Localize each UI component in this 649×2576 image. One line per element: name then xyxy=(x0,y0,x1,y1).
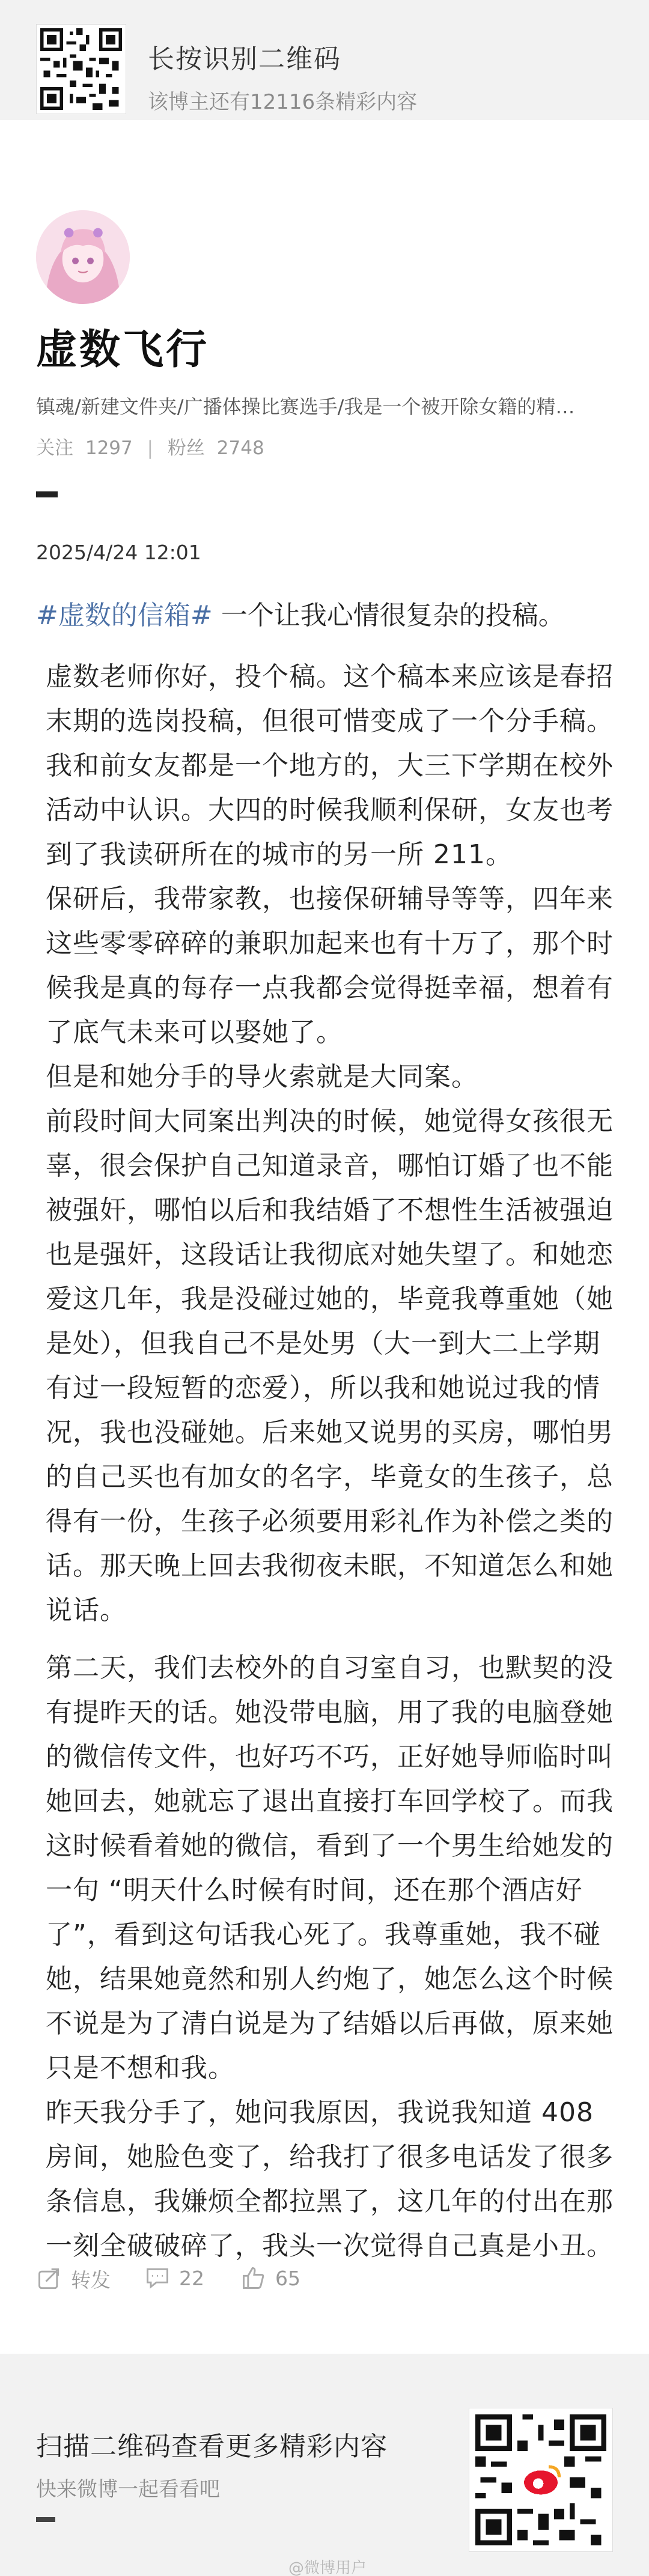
thumbs-up-icon xyxy=(240,2265,267,2291)
following-count: 1297 xyxy=(85,437,133,459)
paragraph: 保研后，我带家教，也接保研辅导等等，四年来这些零零碎碎的兼职加起来也有十万了，那个时候我是真的每存一点我都会觉得挺幸福，想着有了底气未来可以娶她了。 xyxy=(46,884,614,1048)
followers-count: 2748 xyxy=(216,437,264,459)
repost-button[interactable] xyxy=(36,2265,111,2293)
bottom-subtitle: 快来微博一起看看吧 xyxy=(36,2477,220,2502)
stats-divider: | xyxy=(147,437,154,459)
weibo-qr-code-icon[interactable] xyxy=(469,2408,613,2552)
followers-label: 粉丝 xyxy=(167,437,205,459)
paragraph: 昨天我分手了，她问我原因，我说我知道 408 房间，她脸色变了，给我打了很多电话发了很多条信息，我嫌烦全都拉黑了，这几年的付出在那一刻全破破碎了，我头一次觉得自己真是小丑。 xyxy=(46,2097,614,2261)
action-bar xyxy=(36,2265,613,2307)
post-date: 2025/4/24 12:01 xyxy=(36,541,201,564)
banner-subtitle: 该博主还有12116条精彩内容 xyxy=(148,90,418,114)
author-bio: 镇魂/新建文件夹/广播体操比赛选手/我是一个被开除女籍的精… xyxy=(36,395,575,418)
post-body xyxy=(46,655,623,2268)
repost-icon xyxy=(36,2266,62,2292)
paragraph: 虚数老师你好，投个稿。这个稿本来应该是春招末期的选岗投稿，但很可惜变成了一个分手稿。我和前女友都是一个地方的，大三下学期在校外活动中认识。大四的时候我顺利保研，女友也考到了我读研所在的城市的另一所 211。 xyxy=(46,661,614,870)
qr-code-icon[interactable] xyxy=(36,24,126,114)
comment-button[interactable] xyxy=(144,2265,204,2291)
banner-title: 长按识别二维码 xyxy=(148,44,341,74)
avatar[interactable] xyxy=(36,210,130,304)
post-headline xyxy=(36,594,565,632)
bottom-divider xyxy=(36,2517,55,2522)
topic-link[interactable]: #虚数的信箱# xyxy=(36,600,213,631)
paragraph: 前段时间大同案出判决的时候，她觉得女孩很无辜，很会保护自己知道录音，哪怕订婚了也不能被强奸，哪怕以后和我结婚了不想性生活被强迫也是强奸，这段话让我彻底对她失望了。和她恋爱这几年，我是没碰过她的，毕竟我尊重她（她是处），但我自己不是处男（大一到大二上学期有过一段短暂的恋爱），所以我和她说过我的情况，我也没碰她。后来她又说男的买房，哪怕男的自己买也有加女的名字，毕竟女的生孩子，总得有一份，生孩子必须要用彩礼作为补偿之类的话。那天晚上回去我彻夜未眠，不知道怎么和她说话。 xyxy=(46,1106,614,1626)
bottom-qr-banner xyxy=(0,2354,649,2576)
like-count: 65 xyxy=(275,2266,300,2290)
repost-label: 转发 xyxy=(71,2268,111,2292)
paragraph: 但是和她分手的导火索就是大同案。 xyxy=(46,1062,478,1092)
comment-icon xyxy=(144,2265,171,2291)
paragraph: 第二天，我们去校外的自习室自习，也默契的没有提昨天的话。她没带电脑，用了我的电脑登她的微信传文件，也好巧不巧，正好她导师临时叫她回去，她就忘了退出直接打车回学校了。而我这时候看着她的微信，看到了一个男生给她发的一句 “明天什么时候有时间，还在那个酒店好了”，看到这句话我心死了。我尊重她，我不碰她，结果她竟然和别人约炮了，她怎么这个时候不说是为了清白说是为了结婚以后再做，原来她只是不想和我。 xyxy=(46,1653,614,2083)
following-label: 关注 xyxy=(36,437,73,459)
section-divider xyxy=(36,491,58,497)
top-qr-banner xyxy=(0,0,649,120)
author-stats xyxy=(36,433,264,460)
like-button[interactable] xyxy=(240,2265,300,2291)
bottom-title: 扫描二维码查看更多精彩内容 xyxy=(36,2431,388,2462)
author-name[interactable]: 虚数飞行 xyxy=(36,326,210,374)
comment-count: 22 xyxy=(179,2266,204,2290)
headline-text: 一个让我心情很复杂的投稿。 xyxy=(212,600,565,631)
watermark: @微博用户 xyxy=(288,2559,367,2576)
